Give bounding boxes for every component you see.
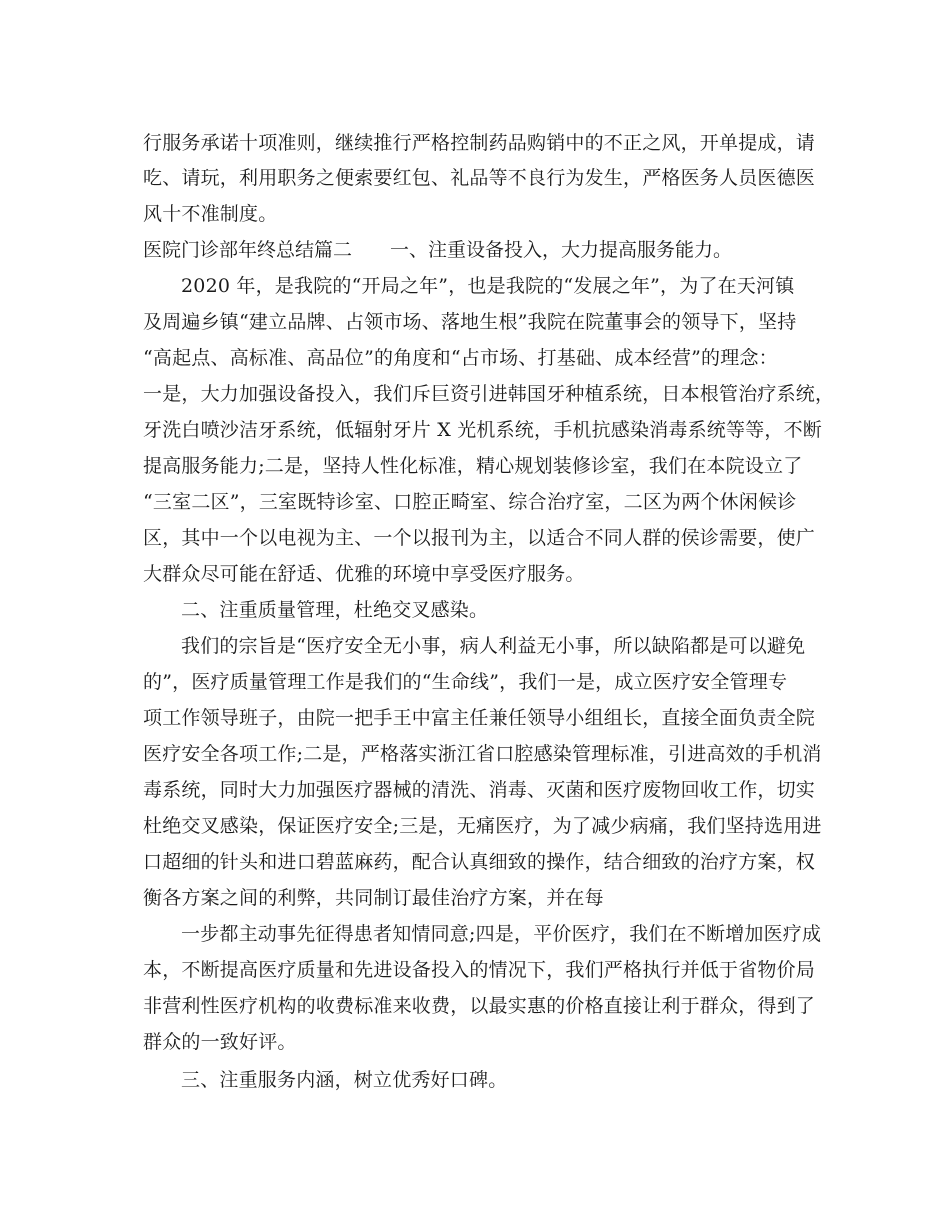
section-heading: 三、注重服务内涵，树立优秀好口碑。 (181, 1069, 508, 1091)
paragraph-line: 衡各方案之间的利弊，共同制订最佳治疗方案，并在每 (143, 887, 604, 909)
paragraph-line: 口超细的针头和进口碧蓝麻药，配合认真细致的操作，结合细致的治疗方案，权 (143, 851, 816, 873)
paragraph-line: 一是，大力加强设备投入，我们斥巨资引进韩国牙种植系统，日本根管治疗系统， (143, 383, 835, 405)
paragraph-line: “高起点、高标准、高品位”的角度和“占市场、打基础、成本经营”的理念： (143, 347, 778, 369)
paragraph-line: 大群众尽可能在舒适、优雅的环境中享受医疗服务。 (143, 563, 585, 585)
paragraph-line: 牙洗白喷沙洁牙系统，低辐射牙片 X 光机系统，手机抗感染消毒系统等等，不断 (143, 419, 823, 441)
paragraph-line: 医疗安全各项工作;二是，严格落实浙江省口腔感染管理标准，引进高效的手机消 (143, 743, 822, 765)
paragraph-line: 的”，医疗质量管理工作是我们的“生命线”，我们一是，成立医疗安全管理专 (143, 671, 788, 693)
paragraph-line: 行服务承诺十项准则，继续推行严格控制药品购销中的不正之风，开单提成，请 (143, 132, 816, 154)
paragraph-line: 群众的一致好评。 (143, 1031, 297, 1053)
paragraph-line: 一步都主动事先征得患者知情同意;四是，平价医疗，我们在不断增加医疗成 (181, 923, 822, 945)
paragraph-line: 项工作领导班子，由院一把手王中富主任兼任领导小组组长，直接全面负责全院 (143, 707, 816, 729)
paragraph-line: 我们的宗旨是“医疗安全无小事，病人利益无小事，所以缺陷都是可以避免 (181, 635, 806, 657)
section-heading: 医院门诊部年终总结篇二 一、注重设备投入，大力提高服务能力。 (143, 239, 733, 261)
paragraph-line: 非营利性医疗机构的收费标准来收费，以最实惠的价格直接让利于群众，得到了 (143, 995, 816, 1017)
paragraph-line: 本，不断提高医疗质量和先进设备投入的情况下，我们严格执行并低于省物价局 (143, 959, 816, 981)
paragraph-line: 杜绝交叉感染，保证医疗安全;三是，无痛医疗，为了减少病痛，我们坚持选用进 (143, 815, 822, 837)
paragraph-line: 2020 年，是我院的“开局之年”，也是我院的“发展之年”，为了在天河镇 (181, 275, 795, 297)
paragraph-line: 毒系统，同时大力加强医疗器械的清洗、消毒、灭菌和医疗废物回收工作，切实 (143, 779, 816, 801)
paragraph-line: “三室二区”，三室既特诊室、口腔正畸室、综合治疗室，二区为两个休闲候诊 (143, 491, 797, 513)
paragraph-line: 及周遍乡镇“建立品牌、占领市场、落地生根”我院在院董事会的领导下，坚持 (143, 311, 797, 333)
paragraph-line: 风十不准制度。 (143, 203, 278, 225)
paragraph-line: 区，其中一个以电视为主、一个以报刊为主，以适合不同人群的侯诊需要，使广 (143, 527, 816, 549)
paragraph-line: 吃、请玩，利用职务之便索要红包、礼品等不良行为发生，严格医务人员医德医 (143, 167, 816, 189)
section-heading: 二、注重质量管理，杜绝交叉感染。 (181, 599, 489, 621)
paragraph-line: 提高服务能力;二是，坚持人性化标准，精心规划装修诊室，我们在本院设立了 (143, 455, 803, 477)
